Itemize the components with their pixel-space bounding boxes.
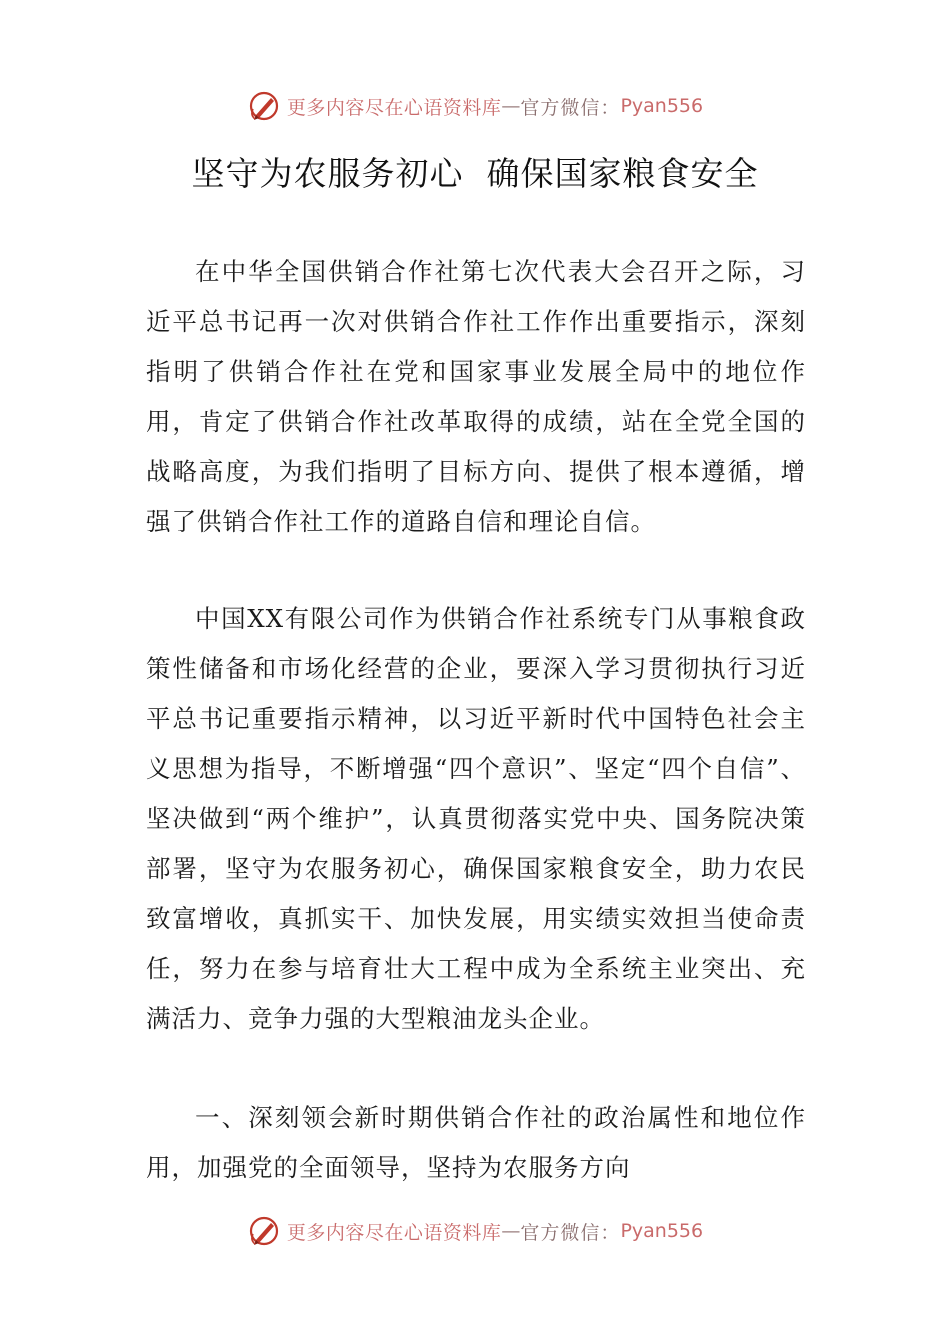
footer-banner <box>0 1211 950 1251</box>
paragraph-2: 中国XX有限公司作为供销合作社系统专门从事粮食政策性储备和市场化经营的企业，要深入学习贯彻执行习近平总书记重要指示精神，以习近平新时代中国特色社会主义思想为指导，不断增强“四个意识”、坚定“四个自信”、坚决做到“两个维护”，认真贯彻落实党中央、国务院决策部署，坚守为农服务初心，确保国家粮食安全，助力农民致富增收，真抓实干、加快发展，用实绩实效担当使命责任，努力在参与培育壮大工程中成为全系统主业突出、充满活力、竞争力强的大型粮油龙头企业。 <box>146 604 806 1033</box>
document-title: 坚守为农服务初心 确保国家粮食安全 <box>191 154 759 193</box>
pen-logo-icon <box>247 89 281 123</box>
banner-wechat-label: 官方微信： <box>520 1221 621 1244</box>
banner-separator: — <box>501 95 521 117</box>
pen-logo-icon <box>247 1214 281 1248</box>
header-banner <box>0 86 950 126</box>
paragraph-1: 在中华全国供销合作社第七次代表大会召开之际，习近平总书记再一次对供销合作社工作作出重要指示，深刻指明了供销合作社在党和国家事业发展全局中的地位作用，肯定了供销合作社改革取得的成绩，站在全党全国的战略高度，为我们指明了目标方向、提供了根本遵循，增强了供销合作社工作的道路自信和理论自信。 <box>146 257 806 536</box>
banner-separator: — <box>501 1220 521 1242</box>
banner-text: 更多内容尽在心语资料库 <box>286 1221 502 1244</box>
banner-text: 更多内容尽在心语资料库 <box>286 96 502 119</box>
banner-wechat-label: 官方微信： <box>520 96 621 119</box>
banner-wechat-id: Pyan556 <box>620 95 704 117</box>
banner-wechat-id: Pyan556 <box>620 1220 704 1242</box>
section-heading-1: 一、深刻领会新时期供销合作社的政治属性和地位作用，加强党的全面领导，坚持为农服务方向 <box>146 1103 806 1182</box>
